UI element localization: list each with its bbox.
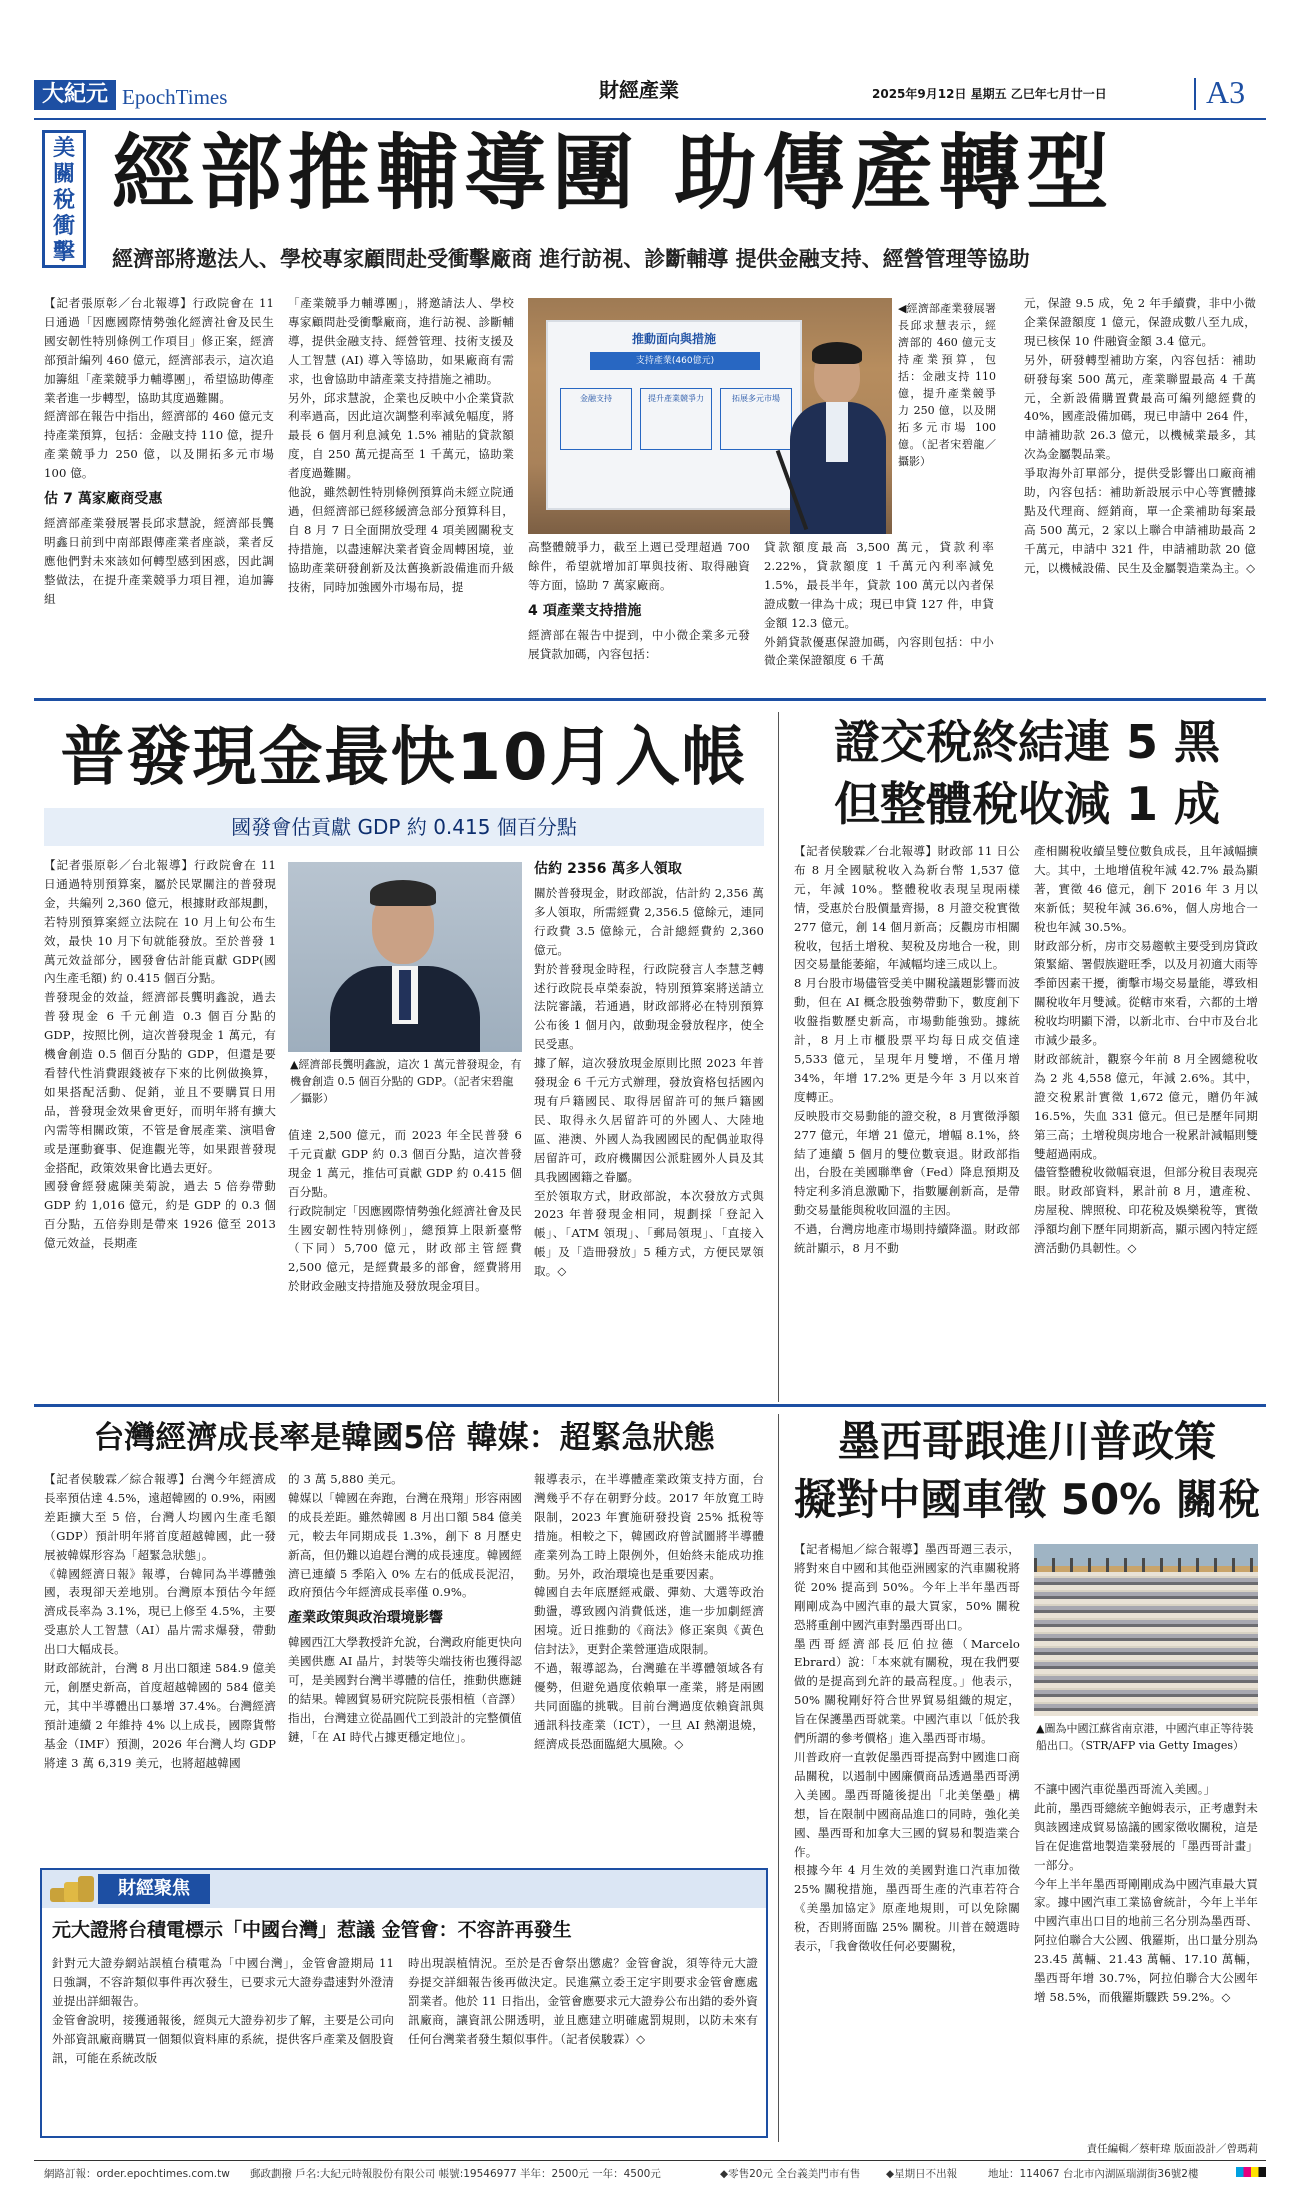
korea-col-2 — [288, 1470, 522, 1866]
footer-price: ◆零售20元 全台義美門市有售 — [720, 2168, 861, 2180]
paragraph: 的 3 萬 5,880 美元。 — [288, 1472, 403, 1486]
subheading: 4 項產業支持措施 — [528, 602, 642, 619]
focus-box — [40, 1868, 768, 2138]
lead-photo — [528, 298, 892, 534]
paragraph: 不讓中國汽車從墨西哥流入美國。」 — [1034, 1782, 1216, 1796]
footer-sunday: ◆星期日不出報 — [886, 2168, 958, 2180]
paragraph: 普發現金的效益，經濟部長龔明鑫說，過去普發現金 6 千元創造 0.3 個百分點的 GDP，按照比例，這次普發現金 1 萬元，有機會創造 0.5 個百分點的 GDP，但還是要看替代性消費跟錢被存下來的比例做換算，如果搭配活動、促銷，並且不要購買日用品，普發現金效果會更好，而明年將有擴大內需等相關政策，不管是會展產業、演唱會或是運動賽事、促進觀光等，如果跟普發現金搭配，政策效果會比過去更好。 — [44, 990, 276, 1175]
official-tie — [399, 970, 411, 1020]
paragraph: 儘管整體稅收微幅衰退，但部分稅目表現亮眼。財政部資料，累計前 8 月，遺產稅、房屋稅、牌照稅、印花稅及娛樂稅等，實徵淨額均創下歷年同期新高，顯示國內特定經濟活動仍具韌性。◇ — [1034, 1165, 1258, 1256]
korea-col-1 — [44, 1470, 276, 1866]
paragraph: 8 月台股市場儘管受美中關稅議題影響而波動，但在 AI 概念股強勢帶動下，數度創下收盤指數歷史新高，市場動能強勁。據統計，8 月上市櫃股票平均每日成交值達 5,533 億元，呈現年月雙增，不僅月增 34%，年增 17.2% 更是今年 3 月以來首度轉正。 — [794, 976, 1020, 1104]
korea-col-3 — [534, 1470, 764, 1866]
cash-subhead: 國發會估貢獻 GDP 約 0.415 個百分點 — [44, 808, 764, 846]
mexico-headline-1: 墨西哥跟進川普政策 — [837, 1417, 1216, 1466]
paragraph: 值達 2,500 億元，而 2023 年全民普發 6 千元貢獻 GDP 約 0.3 個百分點，這次普發現金 1 萬元，推估可貢獻 GDP 約 0.415 個百分點。 — [288, 1128, 522, 1199]
cash-col-2 — [288, 1126, 522, 1398]
paragraph: 不過，台灣房地產市場則持續降溫。財政部統計顯示，8 月不動 — [794, 1222, 1020, 1256]
mexico-col-2 — [1034, 1780, 1258, 2138]
page-number: A3 — [1206, 74, 1246, 110]
lead-col-2 — [288, 294, 514, 686]
paragraph: 經濟部產業發展署長邱求慧說，經濟部長龔明鑫日前到中南部跟傳產業者座談，業者反應他們對未來該如何轉型感到困惑，因此調整做法，在提升產業競爭力項目裡，追加籌組 — [44, 516, 274, 606]
footer-rule — [34, 2160, 1266, 2161]
mexico-photo-caption: ▲圖為中國江蘇省南京港，中國汽車正等待裝船出口。（STR/AFP via Getty Images） — [1036, 1722, 1254, 1752]
paragraph: 經濟部在報告中提到，中小微企業多元發展貸款加碼，內容包括： — [528, 627, 750, 661]
paragraph: 報導表示，在半導體產業政策支持方面，台灣幾乎不存在朝野分歧。2017 年放寬工時限制，2023 年實施研發投資 25% 抵稅等措施。相較之下，韓國政府曾試圖將半導體產業列為工時上限例外，但始終未能成功推動。另外，政治環境也是重要因素。 — [534, 1472, 764, 1581]
paragraph: 「產業競爭力輔導團」，將邀請法人、學校專家顧問赴受衝擊廠商，進行訪視、診斷輔導，提供金融支持、經營管理、技術支援及人工智慧 (AI) 導入等協助，如果廠商有需求，也會協助申請產業支持措施之補助。 — [288, 296, 514, 386]
lead-tag: 美關稅衝擊 — [42, 130, 86, 268]
mexico-col-1 — [794, 1540, 1020, 2138]
logo-badge: 大紀元 — [34, 80, 116, 110]
paragraph: 爭取海外訂單部分，提供受影響出口廠商補助，內容包括：補助新設展示中心等實體據點及代理商、經銷商，單一企業補助每案最高 500 萬元，2 家以上聯合申請補助最高 2 千萬元，申請中 321 件，申請補助款 20 億元，以機械設備、民生及金屬製造業為主。◇ — [1024, 466, 1256, 575]
paragraph: 墨西哥經濟部長厄伯拉德（Marcelo Ebrard）說：「本來就有關稅，現在我們要做的是提高到允許的最高程度。」他表示，50% 關稅剛好符合世界貿易組織的規定，旨在保護墨西哥就業。中國汽車以「低於我們所謂的參考價格」進入墨西哥市場。 — [794, 1636, 1020, 1746]
paragraph: 財政部統計，觀察今年前 8 月全國總稅收為 2 兆 4,558 億元，年減 2.6%。其中，證交稅累計實徵 1,672 億元，贈仍年減 16.5%，失血 331 億元。但已是歷年同期第三高；土增稅與房地合一稅累計減幅則雙雙超過兩成。 — [1034, 1051, 1258, 1161]
korea-headline: 台灣經濟成長率是韓國5倍 韓媒：超緊急狀態 — [93, 1420, 715, 1456]
paragraph: 【記者侯駿霖／台北報導】財政部 11 日公布 8 月全國賦稅收入為新台幣 1,537 億元，年減 10%。整體稅收表現呈現兩樣情，受惠於台股價量齊揚，8 月證交稅實徵 277 億元，創 14 個月新高；反觀房市相關稅收，包括土增稅、契稅及房地合一稅，則因交易量能萎縮，年減幅均達三成以上。 — [794, 844, 1020, 972]
speaker-hair — [812, 342, 862, 364]
tax-headline-1: 證交稅終結連 5 黑 — [833, 715, 1221, 769]
column-rule — [778, 1414, 779, 2142]
official-hair — [370, 880, 436, 906]
slide-item: 拓展多元市場 — [720, 388, 792, 450]
paragraph: 此前，墨西哥總統辛鮑姆表示，正考慮對未與該國達成貿易協議的國家徵收關稅，這是旨在促進當地製造業發展的「墨西哥計畫」一部分。 — [1034, 1800, 1258, 1872]
section-title: 財經產業 — [599, 78, 679, 102]
paragraph: 高整體競爭力，截至上週已受理超過 700 餘件，希望就增加訂單與技術、取得融資等方面，協助 7 萬家廠商。 — [528, 540, 750, 592]
cash-col-1 — [44, 856, 276, 1396]
paragraph: 關於普發現金，財政部說，估計約 2,356 萬多人領取，所需經費 2,356.5 億餘元，連同行政費 3.5 億餘元，合計總經費約 2,360 億元。 — [534, 886, 764, 957]
paragraph: 另外，研發轉型補助方案，內容包括：補助研發每案 500 萬元，產業聯盟最高 4 千萬元，全新設備購置費最高可編列總經費的 40%，國產設備加碼，現已申請中 264 件，申請補助款 26.3 億元，以機械業最多，其次為金屬製品業。 — [1024, 352, 1256, 462]
issue-date: 2025年9月12日 星期五 乙巳年七月廿一日 — [872, 87, 1107, 101]
car-rows — [1034, 1572, 1258, 1716]
coins-icon — [50, 1876, 94, 1902]
slide-item: 提升產業競爭力 — [640, 388, 712, 450]
paragraph: 【記者張原彰／台北報導】行政院會在 11 日通過「因應國際情勢強化經濟社會及民生國安韌性特別條例工作項目」修正案，經濟部預計編列 460 億元，經濟部表示，這次追加籌組「產業競爭力輔導團」，希望協助傳產業者進一步轉型，協助其度過難關。 — [44, 296, 274, 405]
mexico-photo — [1034, 1544, 1258, 1716]
subheading: 產業政策與政治環境影響 — [288, 1610, 444, 1627]
paragraph: 根據今年 4 月生效的美國對進口汽車加徵 25% 關稅措施，墨西哥生產的汽車若符合《美墨加協定》原產地規則，可以免除關稅，否則將面臨 25% 關稅。川普在競選時表示，「我會徵收任何必要關稅， — [794, 1863, 1020, 1954]
focus-badge: 財經聚焦 — [98, 1874, 210, 1904]
lead-photo-caption: ◀經濟部產業發展署長邱求慧表示，經濟部的 460 億元支持產業預算，包括：金融支持 110 億，提升產業競爭力 250 億，以及開拓多元市場 100 億。（記者宋碧龍／攝影） — [898, 302, 996, 468]
paragraph: 【記者楊旭／綜合報導】墨西哥週三表示，將對來自中國和其他亞洲國家的汽車關稅將從 20% 提高到 50%。今年上半年墨西哥剛剛成為中國汽車的最大買家，50% 關稅恐將重創中國汽車對墨西哥出口。 — [794, 1542, 1020, 1632]
masthead — [34, 72, 1266, 122]
slide-title: 推動面向與措施 — [631, 332, 716, 346]
speaker-shirt — [826, 402, 848, 462]
focus-col-1 — [52, 1954, 394, 2132]
page-divider — [1194, 78, 1196, 110]
paragraph: 貸款額度最高 3,500 萬元，貸款利率 2.22%，貸款額度 1 千萬元內利率減免 1.5%，最長半年，貸款 100 萬元以內者保證成數一律為十成；現已申貸 127 件，申貸金額 12.3 億元。 — [764, 540, 994, 630]
footer-postal: 郵政劃撥 戶名:大紀元時報股份有限公司 帳號:19546977 半年：2500元 一年：4500元 — [250, 2168, 661, 2180]
paragraph: 《韓國經濟日報》報導，台韓同為半導體強國，表現卻天差地別。台灣原本預估今年經濟成長率為 3.1%，現已上修至 4.5%，主要受惠於人工智慧（AI）晶片需求爆發，帶動出口大幅成長。 — [44, 1566, 276, 1657]
section-rule — [34, 1404, 1266, 1407]
presentation-screen — [546, 320, 802, 510]
paragraph: 金管會說明，接獲通報後，經與元大證券初步了解，主要是公司向外部資訊廠商購買一個類似資料庫的系統，提供客戶產業及個股資訊，可能在系統改版 — [52, 2012, 394, 2065]
paragraph: 財政部分析，房市交易趨軟主要受到房貸政策緊縮、署假族避旺季，以及月初適大雨等季節因素干擾，衝擊市場交易量能，導致相關稅收年月雙減。從轄市來看，六都的土增稅收均明顯下滑，以新北市、台中市及台北市減少最多。 — [1034, 938, 1258, 1048]
cash-photo — [288, 862, 522, 1052]
paragraph: 至於領取方式，財政部說，本次發放方式與 2023 年普發現金相同，規劃採「登記入帳」、「ATM 領現」、「郵局領現」、「直接入帳」及「造冊發放」5 種方式，方便民眾領取。◇ — [534, 1188, 764, 1279]
focus-headline: 元大證將台積電標示「中國台灣」惹議 金管會：不容許再發生 — [52, 1919, 572, 1941]
column-rule — [778, 712, 779, 1402]
footer-website: 網路訂報：order.epochtimes.com.tw — [44, 2168, 230, 2180]
lead-subhead: 經濟部將邀法人、學校專家顧問赴受衝擊廠商 進行訪視、診斷輔導 提供金融支持、經營管理等協助 — [112, 247, 1030, 271]
paragraph: 行政院制定「因應國際情勢強化經濟社會及民生國安韌性特別條例」，總預算上限新臺幣（下同）5,700 億元，財政部主管經費 2,500 億元，是經費最多的部會，經費將用於財政金融支持措施及發放現金項目。 — [288, 1203, 522, 1294]
lead-col-3 — [528, 538, 750, 688]
tax-headline-2: 但整體稅收減 1 成 — [833, 777, 1221, 831]
lead-col-1 — [44, 294, 274, 686]
cash-photo-caption: ▲經濟部長龔明鑫說，這次 1 萬元普發現金，有機會創造 0.5 個百分點的 GDP。（記者宋碧龍／攝影） — [290, 1058, 522, 1105]
header-rule — [34, 118, 1266, 120]
slide-item: 金融支持 — [560, 388, 632, 450]
paragraph: 國發會經發處陳美菊說，過去 5 倍券帶動 GDP 約 1,016 億元，約是 GDP 的 0.3 個百分點，五倍券則是帶來 1926 億至 2013 億元效益，長期產 — [44, 1179, 276, 1251]
paragraph: 外銷貸款優惠保證加碼，內容則包括：中小微企業保證額度 6 千萬 — [764, 634, 994, 668]
paragraph: 【記者張原彰／台北報導】行政院會在 11 日通過特別預算案，屬於民眾關注的普發現金，共編列 2,360 億元，根據財政部規劃，若特別預算案經立法院在 10 月上旬公布生效，最快 10 月下旬就能發放。至於普發 1 萬元效益部分，國發會估計能貢獻 GDP(國內生產毛額) 約 0.415 個百分點。 — [44, 858, 276, 986]
paragraph: 對於普發現金時程，行政院發言人李慧芝轉述行政院長卓榮泰說，特別預算案將送請立法院審議，若通過，財政部將必在特別預算公布後 1 個月內，啟動現金發放程序，使全民受惠。 — [534, 961, 764, 1052]
paragraph: 反映股市交易動能的證交稅，8 月實徵淨額 277 億元，年增 21 億元，增幅 8.1%，終結了連續 5 個月的雙位數衰退。財政部指出，台股在美國聯準會（Fed）降息預期及特定利多消息激勵下，指數屢創新高，是帶動交易量能與稅收回溫的主因。 — [794, 1108, 1020, 1218]
cash-col-3 — [534, 856, 764, 1398]
paragraph: 川普政府一直敦促墨西哥提高對中國進口商品關稅，以遏制中國廉價商品透過墨西哥湧入美國。墨西哥隨後提出「北美堡壘」構想，旨在限制中國商品進口的同時，強化美國、墨西哥和加拿大三國的貿易和製造業合作。 — [794, 1749, 1020, 1859]
subheading: 估約 2356 萬多人領取 — [534, 861, 683, 877]
lead-col-5 — [1024, 294, 1256, 688]
color-bar — [1236, 2167, 1266, 2177]
paragraph: 今年上半年墨西哥剛剛成為中國汽車最大買家。據中國汽車工業協會統計，今年上半年中國汽車出口目的地前三名分別為墨西哥、阿拉伯聯合大公國、俄羅斯，出口量分別為 23.45 萬輛、21.43 萬輛、17.10 萬輛，墨西哥年增 30.7%，阿拉伯聯合大公國年增 58.5%，而俄羅斯驟跌 59.2%。◇ — [1034, 1876, 1258, 2004]
paragraph: 韓國自去年底歷經戒嚴、彈劾、大選等政治動盪，導致國內消費低迷，進一步加劇經濟困境。近日推動的《商法》修正案與《黃色信封法》，更對企業營運造成限制。 — [534, 1585, 764, 1657]
footer-address: 地址：114067 台北市內湖區瑞湖街36號2樓 — [988, 2168, 1199, 2180]
paragraph: 時出現誤植情況。至於是否會祭出懲處？金管會說，須等待元大證券提交詳細報告後再做決定。民進黨立委王定宇則要求金管會應處罰業者。他於 11 日指出，金管會應要求元大證券公布出錯的委外資訊廠商，讓資訊公開透明，並且應建立明確處罰規則，以防未來有任何台灣業者發生類似事件。（記者侯駿霖）◇ — [408, 1956, 758, 2046]
paragraph: 不過，報導認為，台灣雖在半導體領域各有優勢，但避免過度依賴單一產業，將是兩國共同面臨的挑戰。目前台灣過度依賴資訊與通訊科技產業（ICT），一旦 AI 熱潮退燒，經濟成長恐面臨絕大風險。◇ — [534, 1661, 764, 1751]
paragraph: 財政部統計，台灣 8 月出口額達 584.9 億美元，創歷史新高，首度超越韓國的 584 億美元，其中半導體出口暴增 37.4%。台灣經濟預計連續 2 年維持 4% 以上成長，國際貨幣基金（IMF）預測，2026 年台灣人均 GDP 將達 3 萬 6,319 美元，也將超越韓國 — [44, 1661, 276, 1770]
tax-col-2 — [1034, 842, 1258, 1398]
lead-col-4 — [764, 538, 994, 688]
section-rule — [34, 698, 1266, 701]
subheading: 估 7 萬家廠商受惠 — [44, 491, 163, 508]
mexico-headline-2: 擬對中國車徵 50% 關稅 — [794, 1475, 1260, 1524]
paragraph: 元，保證 9.5 成，免 2 年手續費，非中小微企業保證額度 1 億元，保證成數八至九成，現已核保 10 件融資金額 3.4 億元。 — [1024, 296, 1256, 348]
paragraph: 另外，邱求慧說，企業也反映中小企業貸款利率過高，因此這次調整利率減免幅度，將最長 6 個月利息減免 1.5% 補貼的貸款額度，自 250 萬元提高至 1 千萬元，協助業者度過難關。 — [288, 390, 514, 481]
focus-col-2 — [408, 1954, 758, 2132]
tax-col-1 — [794, 842, 1020, 1398]
paragraph: 【記者侯駿霖／綜合報導】台灣今年經濟成長率預估達 4.5%，遠超韓國的 0.9%，兩國差距擴大至 5 倍，台灣人均國內生產毛額（GDP）預計明年將首度超越韓國，此一發展被韓媒形容為「超緊急狀態」。 — [44, 1472, 276, 1562]
paragraph: 據了解，這次發放現金原則比照 2023 年普發現金 6 千元方式辦理，發放資格包括國內現有戶籍國民、取得居留許可的無戶籍國民、取得永久居留許可的外國人、大陸地區、港澳、外國人為我國國民的配偶並取得居留許可，政府機關因公派駐國外人員及其具我國國籍之眷屬。 — [534, 1056, 764, 1184]
lead-headline: 經部推輔導團 助傳產轉型 — [112, 126, 1115, 221]
paragraph: 韓國西江大學教授許允說，台灣政府能更快向美國供應 AI 晶片，封裝等尖端技術也獲得認可，是美國對台灣半導體的信任，推動供應鏈的結果。韓國貿易研究院院長張相植（音譯）指出，台灣建立從晶圓代工到設計的完整價值鏈，「在 AI 時代占據更穩定地位」。 — [288, 1635, 522, 1744]
paragraph: 產相關稅收續呈雙位數負成長，且年減幅擴大。其中，土地增值稅年減 42.7% 最為顯著，實徵 46 億元，創下 2016 年 3 月以來新低；契稅年減 36.6%，個人房地合一稅也年減 30.5%。 — [1034, 844, 1258, 934]
cash-headline: 普發現金最快10月入帳 — [60, 721, 748, 795]
paragraph: 針對元大證券網站誤植台積電為「中國台灣」，金管會證期局 11 日強調，不容許類似事件再次發生，已要求元大證券盡速對外澄清並提出詳細報告。 — [52, 1956, 394, 2008]
paragraph: 韓媒以「韓國在奔跑，台灣在飛翔」形容兩國的成長差距。雖然韓國 8 月出口額 584 億美元，較去年同期成長 1.3%，創下 8 月歷史新高，但仍難以追趕台灣的成長速度。韓國經濟已連續 5 季陷入 0% 左右的低成長泥沼，政府預估今年經濟成長率僅 0.9%。 — [288, 1490, 522, 1600]
paragraph: 經濟部在報告中指出，經濟部的 460 億元支持產業預算，包括：金融支持 110 億，提升產業競爭力 250 億，以及開拓多元市場 100 億。 — [44, 409, 274, 481]
editor-credit: 責任編輯／蔡軒瑋 版面設計／曾瑪莉 — [1086, 2143, 1258, 2155]
paragraph: 他說，雖然韌性特別條例預算尚未經立院通過，但經濟部已經移緩濟急部分預算科目，自 8 月 7 日全面開放受理 4 項美國關稅支持措施，以盡速解決業者資金周轉困境，並協助產業研發創新及汰舊換新設備進而升級技術，同時加強國外市場布局，提 — [288, 485, 514, 594]
cranes — [1034, 1558, 1258, 1572]
slide-box: 支持產業(460億元) — [590, 352, 760, 370]
logo-text: EpochTimes — [122, 85, 228, 109]
